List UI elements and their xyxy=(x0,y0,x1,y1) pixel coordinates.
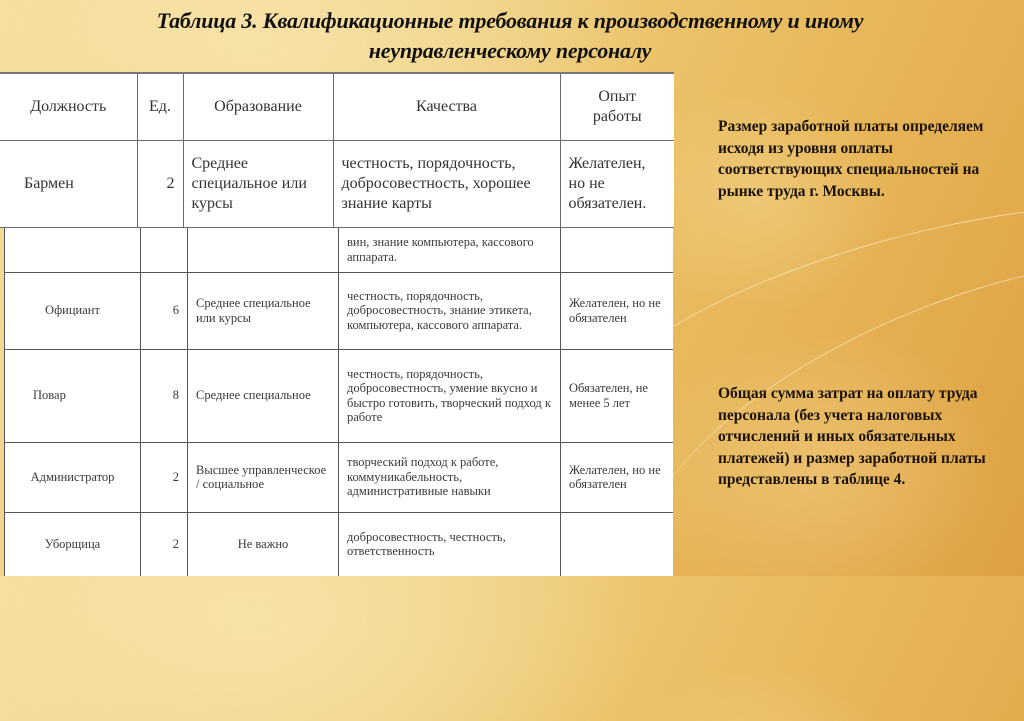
table-row xyxy=(5,272,673,349)
cell-count xyxy=(141,228,188,272)
cell-count: 6 xyxy=(141,272,188,349)
cell-qualities: честность, порядочность, добросовестность, знание этикета, компьютера, кассового аппарата. xyxy=(339,272,561,349)
cell-count: 8 xyxy=(141,349,188,442)
cell-qualities: творческий подход к работе, коммуникабельность, административные навыки xyxy=(339,442,561,512)
qualification-table-bottom xyxy=(4,228,673,576)
cell-count: 2 xyxy=(141,512,188,576)
cell-experience xyxy=(561,228,673,272)
cell-qualities: вин, знание компьютера, кассового аппарата. xyxy=(339,228,561,272)
slide-title-line-1: Таблица 3. Квалификационные требования к производственному и иному xyxy=(156,8,864,33)
cell-position: Повар xyxy=(5,349,141,442)
cell-experience: Желателен, но не обязателен xyxy=(561,442,673,512)
header-experience-line-2: работы xyxy=(592,108,642,125)
cell-position: Бармен xyxy=(0,141,137,228)
table-row xyxy=(5,228,673,272)
slide-title xyxy=(60,6,960,66)
header-education: Образование xyxy=(183,73,333,141)
header-experience xyxy=(560,73,674,141)
cell-education: Не важно xyxy=(188,512,339,576)
cell-education: Среднее специальное или курсы xyxy=(183,141,333,228)
total-costs-note: Общая сумма затрат на оплату труда персонала (без учета налоговых отчислений и иных обязательных платежей) и размер заработной платы представлены в таблице 4. xyxy=(718,385,986,488)
cell-count: 2 xyxy=(141,442,188,512)
salary-basis-note: Размер заработной платы определяем исходя из уровня оплаты соответствующих специальностей на рынке труда г. Москвы. xyxy=(718,118,984,200)
cell-position: Официант xyxy=(5,272,141,349)
table-row xyxy=(5,512,673,576)
header-position: Должность xyxy=(0,73,137,141)
cell-education: Высшее управленческое / социальное xyxy=(188,442,339,512)
cell-education: Среднее специальное xyxy=(188,349,339,442)
cell-qualities: честность, порядочность, добросовестность, хорошее знание карты xyxy=(333,141,560,228)
table-row xyxy=(5,442,673,512)
cell-qualities: честность, порядочность, добросовестность, умение вкусно и быстро готовить, творческий подход к работе xyxy=(339,349,561,442)
cell-count: 2 xyxy=(137,141,183,228)
cell-experience: Обязателен, не менее 5 лет xyxy=(561,349,673,442)
cell-experience: Желателен, но не обязателен. xyxy=(560,141,674,228)
table-row xyxy=(0,141,674,228)
header-qualities: Качества xyxy=(333,73,560,141)
cell-position: Уборщица xyxy=(5,512,141,576)
header-count: Ед. xyxy=(137,73,183,141)
header-experience-line-1: Опыт xyxy=(598,88,637,105)
cell-education xyxy=(188,228,339,272)
table-header-row xyxy=(0,73,674,141)
cell-position: Администратор xyxy=(5,442,141,512)
table-row xyxy=(5,349,673,442)
slide-title-line-2: неуправленческому персоналу xyxy=(368,38,652,63)
cell-experience xyxy=(561,512,673,576)
cell-education: Среднее специальное или курсы xyxy=(188,272,339,349)
cell-qualities: добросовестность, честность, ответственность xyxy=(339,512,561,576)
cell-position xyxy=(5,228,141,272)
cell-experience: Желателен, но не обязателен xyxy=(561,272,673,349)
qualification-table-top xyxy=(0,72,674,228)
